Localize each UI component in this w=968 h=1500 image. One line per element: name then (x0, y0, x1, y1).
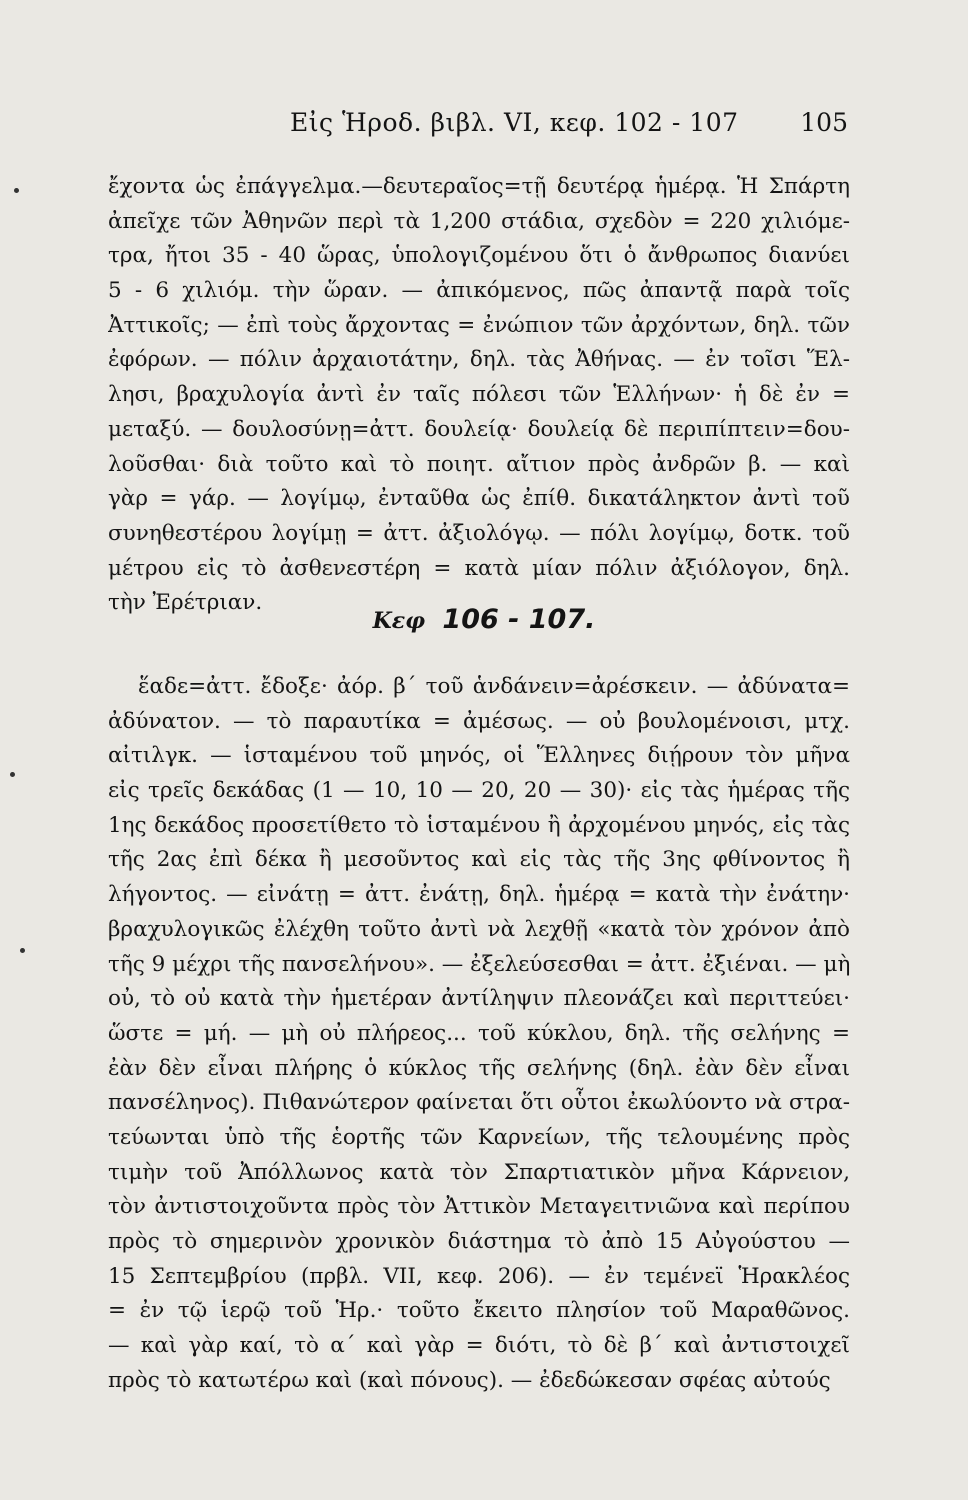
text-line: πρὸς τὸ κατωτέρω καὶ (καὶ πόνους). — ἐδεδώκεσαν σφέας αὐτούς (108, 1367, 831, 1393)
text-line: πρὸς τὸ σημερινὸν χρονικὸν διάστημα τὸ ἀπὸ 15 Αὐγούστου — (108, 1229, 850, 1254)
text-line: τὴν Ἐρέτριαν. (108, 590, 263, 616)
text-line: τιμὴν τοῦ Ἀπόλλωνος κατὰ τὸν Σπαρτιατικὸν μῆνα Κάρνειον, (108, 1159, 850, 1185)
text-line: λησι, βραχυλογία ἀντὶ ἐν ταῖς πόλεσι τῶν Ἑλλήνων· ἡ δὲ ἐν = (108, 382, 850, 408)
page-speck (10, 772, 15, 777)
text-line: βραχυλογικῶς ἐλέχθη τοῦτο ἀντὶ νὰ λεχθῇ «κατὰ τὸν χρόνον ἀπὸ (108, 916, 850, 942)
text-line: ἐὰν δὲν εἶναι πλήρης ὁ κύκλος τῆς σελήνης (δηλ. ἐὰν δὲν εἶναι (108, 1055, 850, 1081)
text-line: συνηθεστέρου λογίμῃ = ἀττ. ἀξιολόγῳ. — πόλι λογίμῳ, δοτκ. τοῦ (108, 520, 850, 546)
text-line: μέτρου εἰς τὸ ἀσθενεστέρη = κατὰ μίαν πόλιν ἀξιόλογον, δηλ. (108, 555, 850, 581)
text-line: γὰρ = γάρ. — λογίμῳ, ἐνταῦθα ὡς ἐπίθ. δικατάληκτον ἀντὶ τοῦ (108, 486, 850, 512)
text-line: — καὶ γὰρ καί, τὸ α΄ καὶ γὰρ = διότι, τὸ δὲ β΄ καὶ ἀντιστοιχεῖ (108, 1333, 850, 1359)
text-line: ὥστε = μή. — μὴ οὐ πλήρεος... τοῦ κύκλου, δηλ. τῆς σελήνης = (108, 1020, 850, 1046)
chapter-heading-numbers: 106 - 107. (442, 604, 596, 635)
text-line: 5 - 6 χιλιόμ. τὴν ὥραν. — ἀπικόμενος, πῶς ἀπαντᾷ παρὰ τοῖς (108, 278, 850, 304)
chapter-heading-prefix: Κεφ (372, 608, 425, 634)
text-line: ἐφόρων. — πόλιν ἀρχαιοτάτην, δηλ. τὰς Ἀθήνας. — ἐν τοῖσι Ἕλ- (108, 347, 850, 373)
commentary-section-1 (108, 170, 850, 621)
text-line: 1ης δεκάδος προσετίθετο τὸ ἱσταμένου ἢ ἀρχομένου μηνός, εἰς τὰς (108, 812, 850, 838)
text-line: μεταξύ. — δουλοσύνῃ=ἀττ. δουλείᾳ· δουλείᾳ δὲ περιπίπτειν=δου- (108, 416, 850, 442)
text-line: εἰς τρεῖς δεκάδας (1 — 10, 10 — 20, 20 — 30)· εἰς τὰς ἡμέρας τῆς (108, 778, 850, 804)
text-line: τρα, ἤτοι 35 - 40 ὥρας, ὑπολογιζομένου ὅτι ὁ ἄνθρωπος διανύει (108, 243, 850, 269)
text-line: πανσέληνος). Πιθανώτερον φαίνεται ὅτι οὗτοι ἐκωλύοντο νὰ στρα- (108, 1090, 850, 1116)
text-line: ἕαδε=ἀττ. ἔδοξε· ἀόρ. β΄ τοῦ ἁνδάνειν=ἀρέσκειν. — ἀδύνατα= (138, 674, 850, 699)
running-header (0, 108, 968, 148)
text-line: τὸν ἀντιστοιχοῦντα πρὸς τὸν Ἀττικὸν Μεταγειτνιῶνα καὶ περίπου (108, 1194, 850, 1220)
text-line: λοῦσθαι· διὰ τοῦτο καὶ τὸ ποιητ. αἴτιον πρὸς ἀνδρῶν β. — καὶ (108, 451, 850, 477)
text-line: = ἐν τῷ ἱερῷ τοῦ Ἡρ.· τοῦτο ἔκειτο πλησίον τοῦ Μαραθῶνος. (108, 1298, 850, 1324)
commentary-section-2 (108, 670, 850, 1398)
text-line: οὐ, τὸ οὐ κατὰ τὴν ἡμετέραν ἀντίληψιν πλεονάζει καὶ περιττεύει· (108, 986, 850, 1012)
text-line: λήγοντος. — εἰνάτῃ = ἀττ. ἐνάτῃ, δηλ. ἡμέρᾳ = κατὰ τὴν ἐνάτην· (108, 882, 850, 908)
text-line: τῆς 2ας ἐπὶ δέκα ἢ μεσοῦντος καὶ εἰς τὰς τῆς 3ης φθίνοντος ἢ (108, 847, 850, 873)
chapter-heading (0, 604, 968, 635)
text-line: τεύωνται ὑπὸ τῆς ἑορτῆς τῶν Καρνείων, τῆς τελουμένης πρὸς (108, 1124, 850, 1150)
text-line: ἀδύνατον. — τὸ παραυτίκα = ἀμέσως. — οὐ βουλομένοισι, μτχ. (108, 708, 850, 734)
text-line: αἰτιλγκ. — ἱσταμένου τοῦ μηνός, οἱ Ἕλληνες διῄρουν τὸν μῆνα (108, 743, 850, 769)
text-line: ἔχοντα ὡς ἐπάγγελμα.—δευτεραῖος=τῇ δευτέρᾳ ἡμέρᾳ. Ἡ Σπάρτη (108, 174, 850, 199)
page-speck (20, 948, 25, 953)
running-title: Εἰς Ἡροδ. βιβλ. VI, κεφ. 102 - 107 (290, 108, 739, 137)
text-line: τῆς 9 μέχρι τῆς πανσελήνου». — ἐξελεύσεσθαι = ἀττ. ἐξιέναι. — μὴ (108, 951, 850, 977)
text-line: Ἀττικοῖς; — ἐπὶ τοὺς ἄρχοντας = ἐνώπιον τῶν ἀρχόντων, δηλ. τῶν (108, 312, 850, 338)
text-line: 15 Σεπτεμβρίου (πρβλ. VII, κεφ. 206). — ἐν τεμένεϊ Ἡρακλέος (108, 1263, 850, 1289)
text-line: ἀπεῖχε τῶν Ἀθηνῶν περὶ τὰ 1,200 στάδια, σχεδὸν = 220 χιλιόμε- (108, 208, 850, 234)
page-speck (14, 188, 19, 193)
page-number: 105 (800, 108, 848, 137)
